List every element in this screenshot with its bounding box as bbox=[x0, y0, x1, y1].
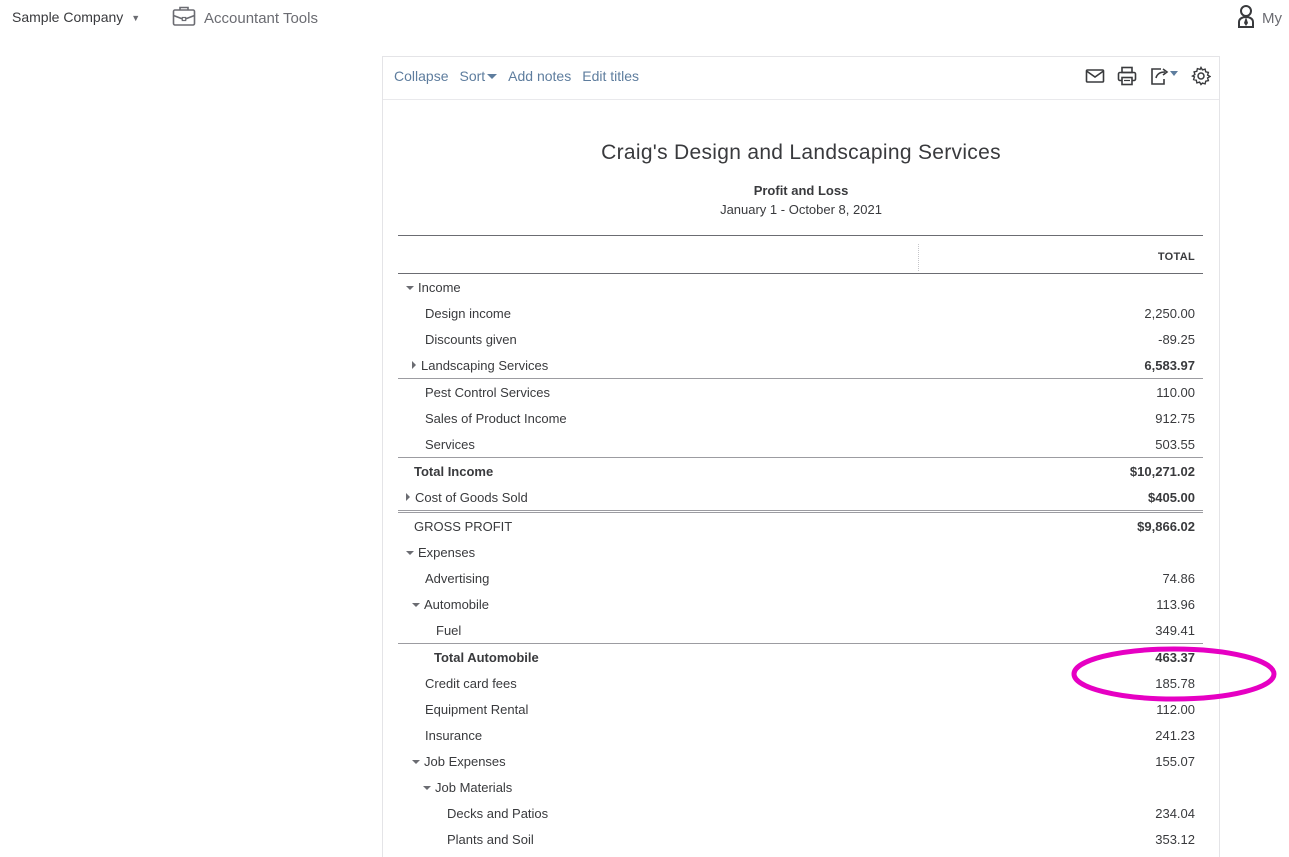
row-label: Job Materials bbox=[435, 780, 513, 795]
export-icon[interactable] bbox=[1149, 66, 1179, 86]
row-amount[interactable]: 349.41 bbox=[1155, 623, 1195, 638]
row-label: Job Expenses bbox=[424, 754, 506, 769]
row-label: Services bbox=[425, 437, 475, 452]
row-amount[interactable]: $10,271.02 bbox=[1129, 464, 1195, 479]
column-divider bbox=[918, 244, 919, 271]
row-label: Discounts given bbox=[425, 332, 517, 347]
row-toggle[interactable] bbox=[412, 597, 489, 612]
table-row bbox=[398, 300, 1203, 326]
row-label: Insurance bbox=[425, 728, 483, 743]
gear-icon[interactable] bbox=[1191, 66, 1211, 86]
caret-down-icon bbox=[412, 760, 420, 764]
row-label: Equipment Rental bbox=[425, 702, 529, 717]
row-amount[interactable]: 463.37 bbox=[1155, 650, 1195, 665]
table-row bbox=[398, 326, 1203, 352]
row-label: Total Income bbox=[414, 464, 494, 479]
company-switcher[interactable] bbox=[12, 9, 140, 25]
row-label: Advertising bbox=[425, 571, 490, 586]
caret-down-icon bbox=[487, 74, 497, 79]
row-toggle[interactable] bbox=[406, 545, 475, 560]
table-row bbox=[398, 510, 1203, 539]
table-row bbox=[398, 722, 1203, 748]
caret-down-icon bbox=[423, 786, 431, 790]
table-row bbox=[398, 670, 1203, 696]
table-row bbox=[398, 352, 1203, 378]
table-row bbox=[398, 748, 1203, 774]
table-row bbox=[398, 591, 1203, 617]
row-amount[interactable]: 6,583.97 bbox=[1144, 358, 1195, 373]
table-row bbox=[398, 643, 1203, 670]
row-amount[interactable]: 353.12 bbox=[1155, 832, 1195, 847]
row-amount[interactable]: 112.00 bbox=[1156, 702, 1195, 717]
table-row bbox=[398, 774, 1203, 800]
top-bar bbox=[0, 0, 1289, 36]
row-label: Credit card fees bbox=[425, 676, 517, 691]
table-header bbox=[398, 235, 1203, 274]
row-label: Fuel bbox=[436, 623, 462, 638]
row-toggle[interactable] bbox=[406, 280, 461, 295]
row-amount[interactable]: 241.23 bbox=[1155, 728, 1195, 743]
table-row bbox=[398, 274, 1203, 300]
table-row bbox=[398, 378, 1203, 405]
report-table bbox=[398, 235, 1203, 852]
sort-label: Sort bbox=[459, 68, 486, 84]
row-toggle[interactable] bbox=[423, 780, 512, 795]
row-label: Income bbox=[418, 280, 461, 295]
caret-down-icon bbox=[412, 603, 420, 607]
table-row bbox=[398, 565, 1203, 591]
row-amount[interactable]: 74.86 bbox=[1162, 571, 1195, 586]
row-label: Cost of Goods Sold bbox=[415, 490, 528, 505]
total-column-header[interactable]: TOTAL bbox=[1157, 251, 1195, 263]
row-label: Decks and Patios bbox=[447, 806, 549, 821]
row-amount[interactable]: 912.75 bbox=[1155, 411, 1195, 426]
briefcase-icon bbox=[172, 5, 196, 31]
row-amount[interactable]: $9,866.02 bbox=[1137, 519, 1195, 534]
row-label: GROSS PROFIT bbox=[414, 519, 513, 534]
row-amount[interactable]: 234.04 bbox=[1155, 806, 1195, 821]
table-row bbox=[398, 431, 1203, 457]
caret-down-icon bbox=[406, 551, 414, 555]
table-row bbox=[398, 617, 1203, 643]
row-label: Landscaping Services bbox=[421, 358, 549, 373]
report-toolbar bbox=[383, 57, 1219, 100]
mail-icon[interactable] bbox=[1085, 68, 1105, 84]
row-label: Pest Control Services bbox=[425, 385, 550, 400]
row-amount[interactable]: 185.78 bbox=[1155, 676, 1195, 691]
collapse-link[interactable]: Collapse bbox=[394, 68, 449, 84]
user-icon bbox=[1236, 4, 1256, 32]
row-label: Design income bbox=[425, 306, 511, 321]
report-panel bbox=[382, 56, 1220, 857]
sort-dropdown[interactable] bbox=[459, 68, 497, 84]
row-label: Plants and Soil bbox=[447, 832, 534, 847]
row-toggle[interactable] bbox=[406, 490, 528, 505]
edit-titles-link[interactable]: Edit titles bbox=[582, 68, 640, 84]
row-amount[interactable]: 503.55 bbox=[1155, 437, 1195, 452]
company-name: Sample Company bbox=[12, 9, 124, 25]
caret-right-icon bbox=[412, 361, 416, 369]
accountant-tools-button[interactable] bbox=[172, 5, 318, 31]
row-amount[interactable]: $405.00 bbox=[1148, 490, 1195, 505]
row-amount[interactable]: 155.07 bbox=[1155, 754, 1195, 769]
my-account-button[interactable] bbox=[1236, 4, 1282, 32]
row-toggle[interactable] bbox=[412, 358, 548, 373]
row-amount[interactable]: 110.00 bbox=[1156, 385, 1195, 400]
row-amount[interactable]: 2,250.00 bbox=[1144, 306, 1195, 321]
table-row bbox=[398, 696, 1203, 722]
report-title[interactable]: Profit and Loss bbox=[753, 183, 849, 198]
my-label: My bbox=[1262, 9, 1282, 27]
chevron-down-icon: ▼ bbox=[131, 12, 141, 23]
report-date-range[interactable]: January 1 - October 8, 2021 bbox=[720, 202, 882, 217]
row-toggle[interactable] bbox=[412, 754, 506, 769]
row-amount[interactable]: 113.96 bbox=[1156, 597, 1195, 612]
table-row bbox=[398, 539, 1203, 565]
row-label: Automobile bbox=[424, 597, 490, 612]
row-label: Total Automobile bbox=[434, 650, 539, 665]
caret-down-icon bbox=[406, 286, 414, 290]
caret-right-icon bbox=[406, 493, 410, 501]
table-row bbox=[398, 405, 1203, 431]
table-row bbox=[398, 457, 1203, 484]
row-amount[interactable]: -89.25 bbox=[1158, 332, 1195, 347]
table-row bbox=[398, 484, 1203, 510]
table-row bbox=[398, 826, 1203, 852]
row-label: Expenses bbox=[418, 545, 476, 560]
report-company-name[interactable]: Craig's Design and Landscaping Services bbox=[601, 141, 1001, 164]
add-notes-link[interactable]: Add notes bbox=[508, 68, 572, 84]
printer-icon[interactable] bbox=[1117, 66, 1137, 86]
row-label: Sales of Product Income bbox=[425, 411, 567, 426]
accountant-tools-label: Accountant Tools bbox=[204, 9, 318, 27]
table-row bbox=[398, 800, 1203, 826]
